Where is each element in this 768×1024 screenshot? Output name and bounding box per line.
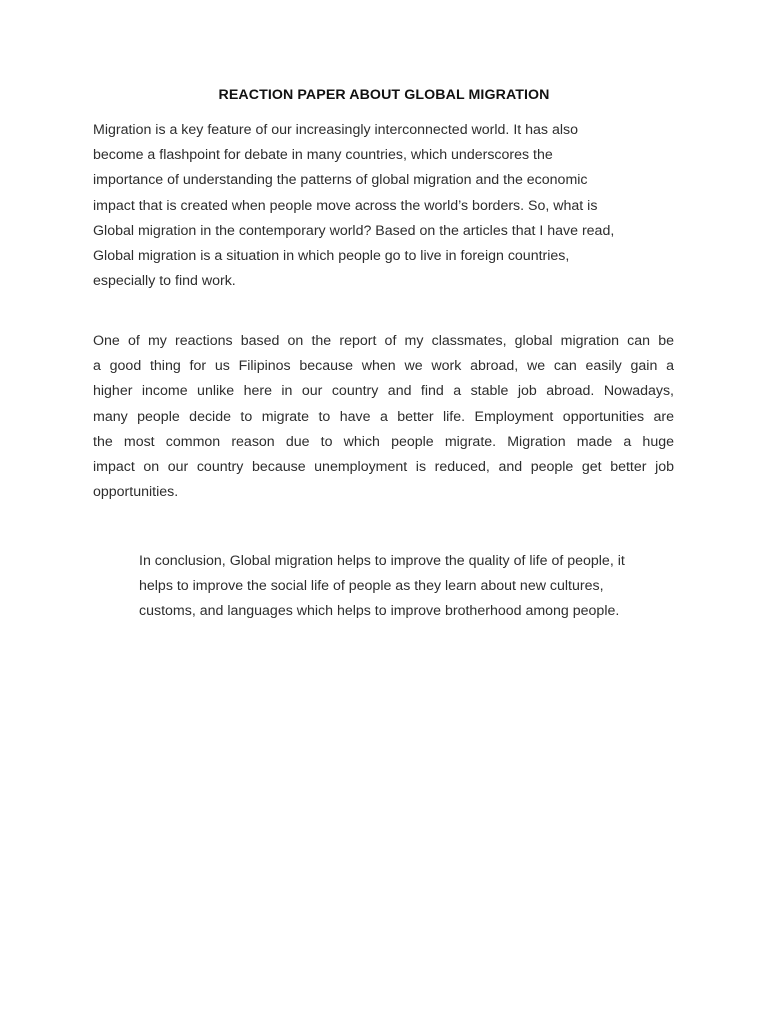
paragraph-line: One of my reactions based on the report of my classmates, global migration can be [93,333,674,349]
paragraph-line: Global migration is a situation in which people go to live in foreign countries, [93,248,570,265]
paragraph-line: Global migration in the contemporary world? Based on the articles that I have read, [93,222,615,239]
paragraph-line: Migration is a key feature of our increasingly interconnected world. It has also [93,122,578,138]
paragraph-line: become a flashpoint for debate in many countries, which underscores the [93,147,553,164]
paragraph-line: higher income unlike here in our country and find a stable job abroad. Nowadays, [93,383,674,400]
paragraph-line: impact on our country because unemployment is reduced, and people get better job [93,459,674,476]
paragraph-line: a good thing for us Filipinos because when we work abroad, we can easily gain a [93,358,674,375]
paragraph-line: many people decide to migrate to have a better life. Employment opportunities are [93,408,674,425]
paragraph-line: especially to find work. [93,273,236,290]
paragraph-line: impact that is created when people move across the world’s borders. So, what is [93,197,598,214]
paragraph-reaction [93,329,674,505]
paragraph-line: In conclusion, Global migration helps to improve the quality of life of people, it [139,553,625,569]
paragraph-line: opportunities. [93,484,179,501]
paragraph-line: importance of understanding the patterns of global migration and the economic [93,172,588,189]
document-title: REACTION PAPER ABOUT GLOBAL MIGRATION [218,87,550,103]
paragraph-line: customs, and languages which helps to improve brotherhood among people. [139,603,620,620]
paragraph-line: the most common reason due to which people migrate. Migration made a huge [93,433,674,450]
paragraph-conclusion [139,549,699,625]
paragraph-intro [93,118,683,294]
paragraph-line: helps to improve the social life of people as they learn about new cultures, [139,578,604,595]
